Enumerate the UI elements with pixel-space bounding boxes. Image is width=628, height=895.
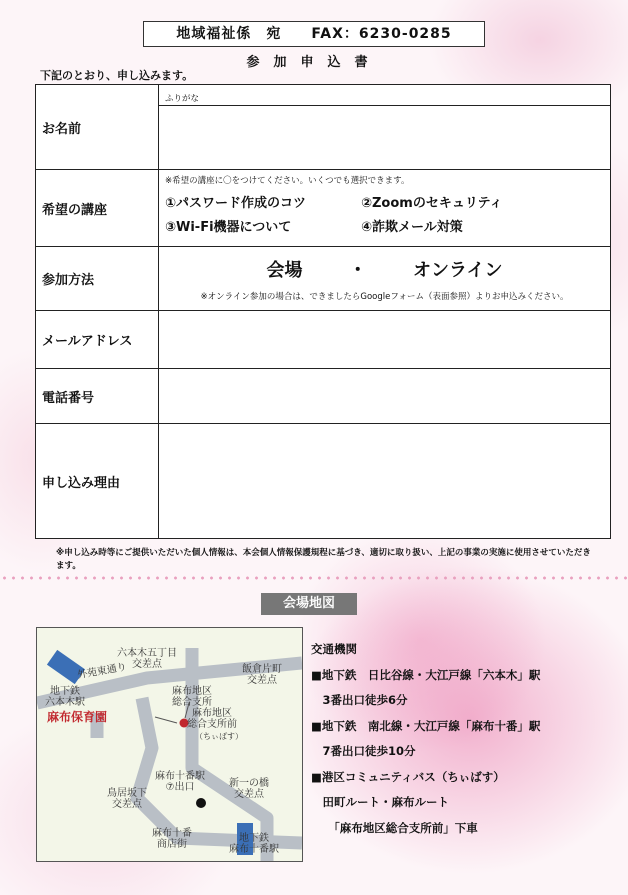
course-option-3[interactable]: ③Wi-Fi機器について [165,220,292,235]
course-cell [159,170,611,247]
course-option-4[interactable]: ④詐欺メール対策 [361,220,463,235]
label-gaien: 外苑東通り [76,661,128,682]
access-info [311,637,540,841]
fax-header: 地域福祉係 宛 FAX：6230-0285 [143,21,485,47]
access-line: 3番出口徒歩6分 [311,693,408,707]
access-line: 田町ルート・麻布ルート [311,795,449,809]
intro-text: 下記のとおり、申し込みます。 [40,69,194,82]
label-chii: （ちぃばす） [195,732,243,741]
label-roppongi5: 六本木五丁目 交差点 [117,648,177,670]
phone-field[interactable] [159,369,611,424]
course-note: ※希望の講座に〇をつけてください。いくつでも選択できます。 [165,176,410,186]
reason-field[interactable] [159,424,611,539]
label-branch: 麻布地区 総合支所 [172,686,212,708]
course-label: 希望の講座 [36,170,159,247]
label-bus-stop: 麻布地区 総合支所前 [187,708,237,730]
access-line: ■地下鉄 南北線・大江戸線「麻布十番」駅 [311,718,541,733]
furigana-field[interactable] [159,85,611,106]
method-label: 参加方法 [36,247,159,311]
privacy-notice: ※申し込み時等にご提供いただいた個人情報は、本会個人情報保護規程に基づき、適切に取り扱い、上記の事業の実施に使用させていただきます。 [56,548,591,571]
method-option-venue[interactable]: 会場 [266,259,303,281]
course-option-1[interactable]: ①パスワード作成のコツ [165,196,307,211]
name-field[interactable] [159,106,611,170]
access-line: 7番出口徒歩10分 [311,744,416,758]
venue-map [36,627,303,862]
application-form [35,84,611,539]
dotted-divider [0,575,628,581]
access-line: 「麻布地区総合支所前」下車 [311,820,478,835]
label-juban-exit: 麻布十番駅 ⑦出口 [155,771,205,793]
label-shotengai: 麻布十番 商店街 [152,828,192,850]
email-field[interactable] [159,311,611,369]
reason-label: 申し込み理由 [36,424,159,539]
email-label: メールアドレス [36,311,159,369]
course-option-2[interactable]: ②Zoomのセキュリティ [361,196,503,211]
label-toriizaka: 鳥居坂下 交差点 [107,788,147,810]
label-metro-juban: 地下鉄 麻布十番駅 [229,833,279,855]
method-cell [159,247,611,311]
form-title: 参加申込書 [246,55,382,70]
access-line: ■地下鉄 日比谷線・大江戸線「六本木」駅 [311,667,541,682]
access-line: ■港区コミュニティバス（ちぃばす） [311,769,505,784]
exit-dot [196,798,206,808]
label-shinichi: 新一の橋 交差点 [229,778,269,800]
access-title: 交通機関 [311,642,357,656]
label-metro-roppongi: 地下鉄 六本木駅 [45,686,85,708]
method-note: ※オンライン参加の場合は、できましたらGoogleフォーム（表面参照）よりお申込みください。 [200,291,569,302]
furigana-label: ふりがな [165,93,200,104]
method-separator: ・ [348,259,367,281]
phone-label: 電話番号 [36,369,159,424]
label-venue: 麻布保育園 [47,710,108,724]
name-label: お名前 [36,85,159,170]
method-option-online[interactable]: オンライン [413,259,503,281]
label-iikura: 飯倉片町 交差点 [242,664,282,686]
map-heading: 会場地図 [261,593,357,615]
